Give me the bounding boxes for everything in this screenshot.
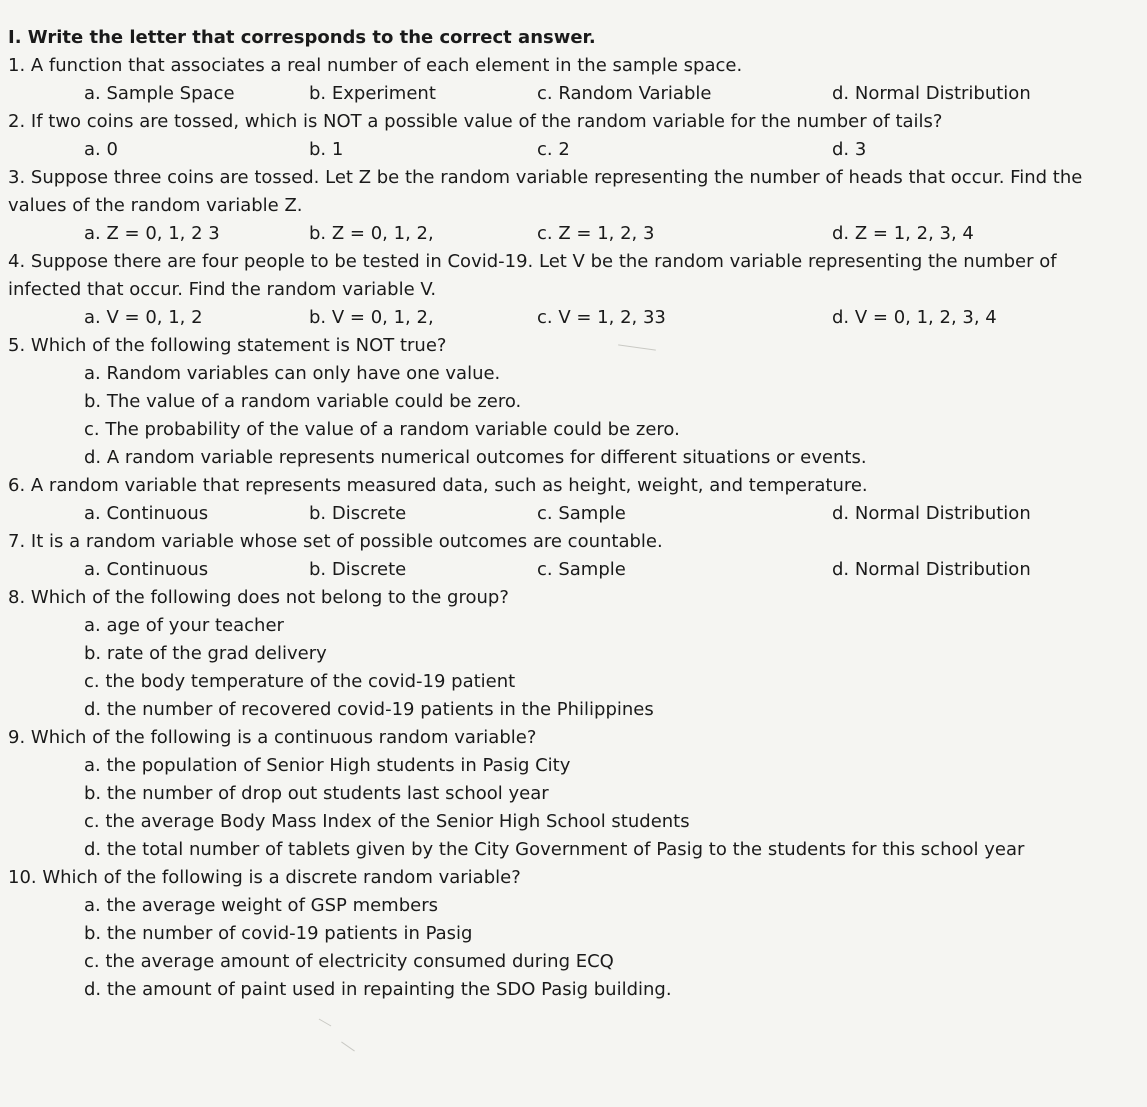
question-3-line-1: 3. Suppose three coins are tossed. Let Z be the random variable representing the number of heads that occur. Find the — [8, 167, 1083, 188]
q3-option-b: b. Z = 0, 1, 2, — [309, 223, 434, 244]
q4-option-a: a. V = 0, 1, 2 — [84, 307, 203, 328]
question-2: 2. If two coins are tossed, which is NOT a possible value of the random variable for the number of tails? — [8, 111, 943, 132]
q4-option-d: d. V = 0, 1, 2, 3, 4 — [832, 307, 997, 328]
q9-option-b: b. the number of drop out students last school year — [84, 783, 549, 804]
q10-option-a: a. the average weight of GSP members — [84, 895, 438, 916]
q1-option-b: b. Experiment — [309, 83, 436, 104]
q8-option-d: d. the number of recovered covid-19 patients in the Philippines — [84, 699, 654, 720]
q5-option-c: c. The probability of the value of a random variable could be zero. — [84, 419, 680, 440]
question-4-line-2: infected that occur. Find the random variable V. — [8, 279, 437, 300]
q10-option-d: d. the amount of paint used in repainting the SDO Pasig building. — [84, 979, 672, 1000]
question-9: 9. Which of the following is a continuous random variable? — [8, 727, 537, 748]
q4-option-b: b. V = 0, 1, 2, — [309, 307, 434, 328]
q5-option-a: a. Random variables can only have one value. — [84, 363, 501, 384]
q4-option-c: c. V = 1, 2, 33 — [537, 307, 666, 328]
q6-option-c: c. Sample — [537, 503, 626, 524]
question-8: 8. Which of the following does not belong to the group? — [8, 587, 509, 608]
q5-option-d: d. A random variable represents numerical outcomes for different situations or events. — [84, 447, 867, 468]
question-1: 1. A function that associates a real number of each element in the sample space. — [8, 55, 743, 76]
q9-option-d: d. the total number of tablets given by the City Government of Pasig to the students for this school year — [84, 839, 1025, 860]
q10-option-c: c. the average amount of electricity consumed during ECQ — [84, 951, 614, 972]
scan-speck — [618, 344, 656, 350]
q2-option-c: c. 2 — [537, 139, 570, 160]
instruction-heading: I. Write the letter that corresponds to the correct answer. — [8, 27, 596, 48]
question-7: 7. It is a random variable whose set of possible outcomes are countable. — [8, 531, 663, 552]
scan-speck — [341, 1042, 355, 1052]
question-5: 5. Which of the following statement is NOT true? — [8, 335, 447, 356]
question-6: 6. A random variable that represents measured data, such as height, weight, and temperature. — [8, 475, 868, 496]
q6-option-a: a. Continuous — [84, 503, 209, 524]
question-10: 10. Which of the following is a discrete random variable? — [8, 867, 521, 888]
q7-option-a: a. Continuous — [84, 559, 209, 580]
q8-option-a: a. age of your teacher — [84, 615, 284, 636]
q6-option-d: d. Normal Distribution — [832, 503, 1031, 524]
q3-option-d: d. Z = 1, 2, 3, 4 — [832, 223, 974, 244]
q7-option-d: d. Normal Distribution — [832, 559, 1031, 580]
q1-option-a: a. Sample Space — [84, 83, 235, 104]
q9-option-c: c. the average Body Mass Index of the Senior High School students — [84, 811, 690, 832]
q2-option-a: a. 0 — [84, 139, 118, 160]
q3-option-c: c. Z = 1, 2, 3 — [537, 223, 655, 244]
scan-speck — [319, 1019, 332, 1027]
q6-option-b: b. Discrete — [309, 503, 407, 524]
q1-option-c: c. Random Variable — [537, 83, 712, 104]
q5-option-b: b. The value of a random variable could be zero. — [84, 391, 522, 412]
q7-option-b: b. Discrete — [309, 559, 407, 580]
q8-option-b: b. rate of the grad delivery — [84, 643, 327, 664]
question-3-line-2: values of the random variable Z. — [8, 195, 303, 216]
q2-option-d: d. 3 — [832, 139, 867, 160]
q1-option-d: d. Normal Distribution — [832, 83, 1031, 104]
q10-option-b: b. the number of covid-19 patients in Pasig — [84, 923, 473, 944]
question-4-line-1: 4. Suppose there are four people to be tested in Covid-19. Let V be the random variable representing the number of — [8, 251, 1057, 272]
q9-option-a: a. the population of Senior High students in Pasig City — [84, 755, 571, 776]
q7-option-c: c. Sample — [537, 559, 626, 580]
q8-option-c: c. the body temperature of the covid-19 patient — [84, 671, 516, 692]
q2-option-b: b. 1 — [309, 139, 344, 160]
q3-option-a: a. Z = 0, 1, 2 3 — [84, 223, 220, 244]
